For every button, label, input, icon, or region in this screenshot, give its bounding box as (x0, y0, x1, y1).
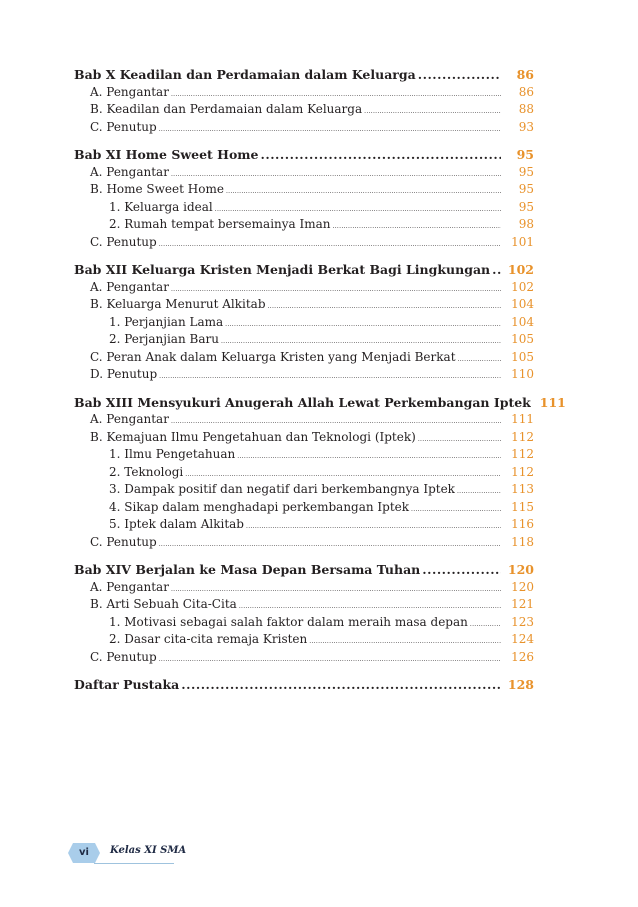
toc-entry[interactable] (74, 614, 534, 632)
toc-entry[interactable] (74, 429, 534, 447)
dot-leader (268, 298, 501, 316)
toc-chapter-entry[interactable] (74, 261, 534, 279)
toc-page-number: 95 (518, 182, 534, 196)
toc-entry-title: B. Arti Sebuah Cita-Cita (90, 597, 237, 611)
page-footer (68, 843, 187, 865)
toc-entry[interactable] (74, 366, 534, 384)
dot-leader (458, 351, 501, 369)
toc-entry-title: B. Home Sweet Home (90, 182, 224, 196)
dot-leader (171, 281, 501, 299)
toc-page-number: 86 (516, 67, 534, 82)
toc-page-number: 104 (511, 314, 534, 329)
dot-leader (159, 236, 501, 254)
toc-page-number: 86 (518, 84, 534, 99)
toc-entry-title: Bab XI Home Sweet Home (74, 147, 259, 162)
toc-page-number: 118 (511, 534, 534, 549)
toc-entry-title: Daftar Pustaka (74, 677, 180, 692)
toc-entry[interactable] (74, 516, 534, 534)
toc-chapter-entry[interactable] (74, 66, 534, 84)
toc-entry-title: 2. Perjanjian Baru (109, 332, 219, 346)
toc-page-number: 95 (518, 164, 534, 179)
dot-leader (171, 166, 501, 184)
toc-entry[interactable] (74, 411, 534, 429)
toc-entry-title: C. Penutup (90, 534, 157, 549)
toc-page-number: 128 (507, 677, 534, 692)
toc-page-number: 126 (511, 649, 534, 664)
toc-entry[interactable] (74, 631, 534, 649)
toc-entry[interactable] (74, 181, 534, 199)
dot-leader (411, 501, 501, 519)
toc-chapter-entry[interactable] (74, 676, 534, 694)
toc-entry[interactable] (74, 199, 534, 217)
toc-page-number: 111 (511, 412, 534, 426)
dot-leader (422, 561, 501, 579)
dot-leader (260, 146, 501, 164)
toc-chapter-entry[interactable] (74, 146, 534, 164)
toc-page-number: 93 (518, 119, 534, 134)
toc-entry-title: C. Penutup (90, 119, 157, 134)
dot-leader (185, 466, 501, 484)
toc-entry[interactable] (74, 446, 534, 464)
toc-entry-title: D. Penutup (90, 367, 158, 381)
toc-entry[interactable] (74, 534, 534, 552)
dot-leader (309, 633, 501, 651)
toc-page-number: 116 (511, 517, 534, 531)
toc-chapter-entry[interactable] (74, 561, 534, 579)
toc-page-number: 121 (511, 597, 534, 611)
dot-leader (171, 581, 501, 599)
toc-entry[interactable] (74, 279, 534, 297)
toc-entry-title: 2. Rumah tempat bersemainya Iman (109, 217, 331, 231)
dot-leader (171, 86, 501, 104)
dot-leader (246, 518, 501, 536)
toc-entry-title: C. Penutup (90, 234, 157, 249)
dot-leader (418, 66, 501, 84)
toc-entry[interactable] (74, 216, 534, 234)
toc-entry-title: 4. Sikap dalam menghadapi perkembangan Iptek (109, 499, 410, 514)
toc-entry-title: B. Kemajuan Ilmu Pengetahuan dan Teknologi (Iptek) (90, 429, 416, 444)
toc-entry-title: C. Penutup (90, 649, 157, 664)
dot-leader (215, 201, 501, 219)
toc-entry[interactable] (74, 481, 534, 499)
toc-page-number: 95 (516, 147, 534, 162)
toc-entry-title: C. Peran Anak dalam Keluarga Kristen yang Menjadi Berkat (90, 349, 456, 364)
toc-page-number: 124 (511, 632, 534, 646)
toc-entry-title: 1. Ilmu Pengetahuan (109, 447, 236, 461)
toc-entry-title: B. Keluarga Menurut Alkitab (90, 297, 266, 311)
toc-entry[interactable] (74, 314, 534, 332)
dot-leader (364, 103, 501, 121)
toc-entry[interactable] (74, 349, 534, 367)
table-of-contents (74, 66, 566, 694)
toc-entry[interactable] (74, 464, 534, 482)
toc-entry[interactable] (74, 101, 534, 119)
toc-entry-title: 3. Dampak positif dan negatif dari berkembangnya Iptek (109, 482, 455, 496)
toc-entry-title: A. Pengantar (90, 164, 169, 179)
toc-entry-title: 2. Dasar cita-cita remaja Kristen (109, 632, 308, 646)
dot-leader (239, 598, 501, 616)
toc-entry-title: A. Pengantar (90, 412, 169, 426)
toc-page-number: 120 (507, 562, 534, 577)
toc-entry-title: B. Keadilan dan Perdamaian dalam Keluarga (90, 102, 363, 116)
toc-entry[interactable] (74, 331, 534, 349)
toc-page-number: 98 (518, 217, 534, 231)
toc-page-number: 123 (511, 614, 534, 629)
toc-entry[interactable] (74, 499, 534, 517)
toc-page-number: 88 (518, 102, 534, 116)
toc-entry-title: A. Pengantar (90, 84, 169, 99)
toc-page-number: 101 (511, 234, 534, 249)
dot-leader (333, 218, 501, 236)
dot-leader (225, 316, 501, 334)
toc-entry[interactable] (74, 596, 534, 614)
toc-entry-title: 1. Keluarga ideal (109, 199, 213, 214)
dot-leader (171, 413, 501, 431)
toc-entry-title: Bab XIII Mensyukuri Anugerah Allah Lewat Perkembangan Iptek (74, 394, 531, 410)
dot-leader (221, 333, 501, 351)
toc-page-number: 112 (511, 464, 534, 479)
toc-page-number: 111 (539, 394, 566, 410)
toc-entry[interactable] (74, 296, 534, 314)
toc-entry[interactable] (74, 234, 534, 252)
dot-leader (181, 676, 501, 694)
toc-page-number: 104 (511, 297, 534, 311)
dot-leader (159, 121, 501, 139)
page-number: vi (79, 847, 89, 858)
dot-leader (418, 431, 501, 449)
footer-rule (94, 863, 174, 864)
dot-leader (492, 261, 501, 279)
dot-leader (457, 483, 501, 501)
toc-chapter-entry[interactable] (74, 394, 566, 412)
toc-entry-title: Bab XIV Berjalan ke Masa Depan Bersama Tuhan (74, 562, 421, 577)
dot-leader (226, 183, 501, 201)
toc-entry-title: A. Pengantar (90, 579, 169, 594)
dot-leader (159, 368, 501, 386)
toc-entry[interactable] (74, 119, 534, 137)
toc-page-number: 95 (518, 199, 534, 214)
toc-page-number: 110 (511, 367, 534, 381)
toc-page-number: 113 (511, 482, 534, 496)
toc-page-number: 102 (507, 262, 534, 277)
toc-page-number: 112 (511, 447, 534, 461)
dot-leader (159, 651, 501, 669)
toc-page-number: 115 (511, 499, 534, 514)
dot-leader (237, 448, 501, 466)
book-title: Kelas XI SMA (110, 845, 187, 856)
toc-entry-title: Bab X Keadilan dan Perdamaian dalam Keluarga (74, 67, 416, 82)
toc-page-number: 105 (511, 332, 534, 346)
toc-entry[interactable] (74, 164, 534, 182)
toc-entry[interactable] (74, 649, 534, 667)
toc-entry-title: 1. Perjanjian Lama (109, 314, 224, 329)
toc-page-number: 112 (511, 429, 534, 444)
toc-entry-title: 5. Iptek dalam Alkitab (109, 517, 244, 531)
toc-entry[interactable] (74, 84, 534, 102)
toc-entry-title: 2. Teknologi (109, 464, 184, 479)
toc-entry-title: Bab XII Keluarga Kristen Menjadi Berkat Bagi Lingkungan (74, 262, 491, 277)
toc-entry-title: A. Pengantar (90, 279, 169, 294)
toc-page-number: 105 (511, 349, 534, 364)
toc-page-number: 102 (511, 279, 534, 294)
toc-entry[interactable] (74, 579, 534, 597)
toc-entry-title: 1. Motivasi sebagai salah faktor dalam meraih masa depan (109, 614, 468, 629)
toc-page-number: 120 (511, 579, 534, 594)
dot-leader (159, 536, 501, 554)
dot-leader (470, 616, 501, 634)
